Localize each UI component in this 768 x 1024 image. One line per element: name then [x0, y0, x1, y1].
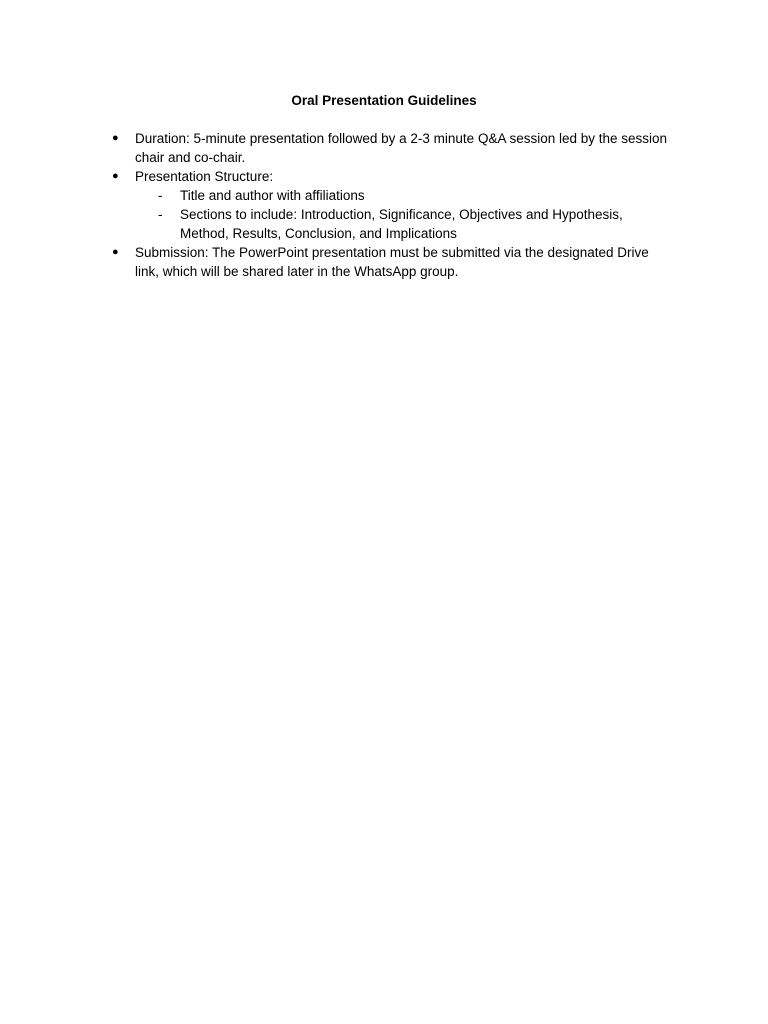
bullet-icon: ●	[112, 170, 119, 182]
list-item-duration	[0, 129, 670, 167]
list-item-submission	[0, 243, 670, 281]
bullet-icon: ●	[112, 132, 119, 144]
guidelines-list	[0, 129, 768, 281]
structure-sublist	[135, 186, 670, 243]
sublist-item-text: Title and author with affiliations	[180, 188, 365, 203]
dash-icon: -	[158, 188, 163, 203]
bullet-icon: ●	[112, 246, 119, 258]
document-title: Oral Presentation Guidelines	[291, 93, 477, 108]
sublist-item-title-author	[135, 186, 650, 205]
sublist-item-text: Sections to include: Introduction, Significance, Objectives and Hypothesis, Method, Results, Conclusion, and Implications	[180, 207, 623, 241]
dash-icon: -	[158, 207, 163, 222]
sublist-item-sections	[135, 205, 650, 243]
list-item-text: Submission: The PowerPoint presentation must be submitted via the designated Drive link, which will be shared later in the WhatsApp group.	[135, 245, 649, 279]
list-item-text: Presentation Structure:	[135, 169, 274, 184]
list-item-structure	[0, 167, 670, 243]
list-item-text: Duration: 5-minute presentation followed by a 2-3 minute Q&A session led by the session chair and co-chair.	[135, 131, 668, 165]
